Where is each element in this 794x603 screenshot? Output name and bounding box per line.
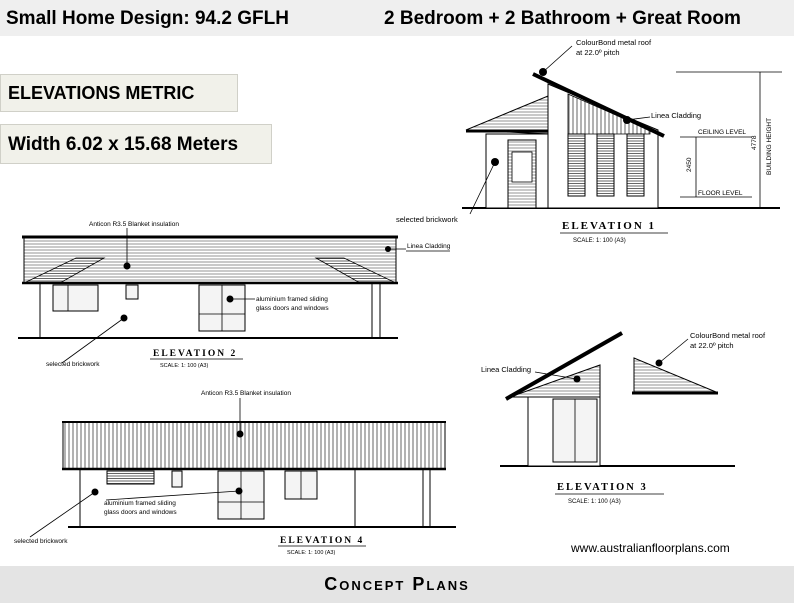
elev1-dim-2450: 2450 <box>686 157 693 172</box>
footer-title: Concept Plans <box>324 574 470 594</box>
elev4-window-2 <box>172 471 182 487</box>
elevation-4-drawing <box>14 390 456 556</box>
elevation-2-drawing <box>18 221 451 369</box>
elevation-3-drawing <box>481 331 766 505</box>
elev1-roof-leader <box>543 46 572 72</box>
elev1-building-height: BUILDING HEIGHT <box>766 117 773 175</box>
elev1-roof-pitch: at 22.0º pitch <box>576 48 620 57</box>
elev4-window-1 <box>107 471 154 484</box>
elev3-roof-note: ColourBond metal roof <box>690 331 766 340</box>
elev1-cladding-label: Linea Cladding <box>651 111 702 120</box>
elev4-scale: SCALE: 1: 100 (A3) <box>287 550 336 556</box>
elev4-brick-leader <box>30 492 95 537</box>
elev2-brick-leader <box>62 318 124 363</box>
elev2-cladding-label: Linea Cladding <box>407 243 451 250</box>
elev2-doors-label-1: aluminium framed sliding <box>256 296 328 303</box>
elev3-roof-pitch: at 22.0º pitch <box>690 341 734 350</box>
elev4-doors-label-1: aluminium framed sliding <box>104 500 176 507</box>
elev4-doors-label-2: glass doors and windows <box>104 509 177 516</box>
elev2-window-2 <box>126 285 138 299</box>
elev1-brickwork-label: selected brickwork <box>396 215 458 224</box>
width-label: Width 6.02 x 15.68 Meters <box>8 134 239 155</box>
elev1-window-1 <box>568 134 585 196</box>
website-link[interactable]: www.australianfloorplans.com <box>571 541 730 555</box>
elev1-window-2 <box>597 134 614 196</box>
elev3-scale: SCALE: 1: 100 (A3) <box>568 499 621 505</box>
elev2-window-1 <box>53 285 98 311</box>
elev3-title: ELEVATION 3 <box>557 482 648 493</box>
elev4-brickwork-label: selected brickwork <box>14 538 68 545</box>
elev4-roof-band <box>63 422 445 469</box>
elev1-roof-note: ColourBond metal roof <box>576 38 652 47</box>
elev2-brickwork-label: selected brickwork <box>46 361 100 368</box>
elev3-roof-leader <box>659 339 688 363</box>
elev1-scale: SCALE: 1: 100 (A3) <box>573 238 626 244</box>
elev1-left-roof <box>466 96 548 134</box>
elevations-label: ELEVATIONS METRIC <box>8 83 195 103</box>
elev3-right-roof <box>634 358 716 392</box>
elev4-title: ELEVATION 4 <box>280 536 365 546</box>
elev1-floor-label: FLOOR LEVEL <box>698 190 743 197</box>
footer-bar <box>0 566 794 603</box>
elev2-title: ELEVATION 2 <box>153 349 238 359</box>
design-title: Small Home Design: 94.2 GFLH <box>6 8 289 29</box>
elev2-scale: SCALE: 1: 100 (A3) <box>160 363 209 369</box>
elev1-window-3 <box>627 134 644 196</box>
elev2-insulation-label: Anticon R3.5 Blanket insulation <box>89 221 179 228</box>
elev4-insulation-label: Anticon R3.5 Blanket insulation <box>201 390 291 397</box>
room-summary-title: 2 Bedroom + 2 Bathroom + Great Room <box>384 8 741 29</box>
elev1-cladding <box>568 94 650 134</box>
elev1-ceiling-label: CEILING LEVEL <box>698 129 747 136</box>
elevation-1-drawing <box>396 38 782 244</box>
elev2-doors-label-2: glass doors and windows <box>256 305 329 312</box>
elev1-door-glass <box>512 152 532 182</box>
elev1-title: ELEVATION 1 <box>562 220 657 232</box>
elev1-dim-4778: 4778 <box>751 135 758 150</box>
elev3-cladding-label: Linea Cladding <box>481 365 532 374</box>
